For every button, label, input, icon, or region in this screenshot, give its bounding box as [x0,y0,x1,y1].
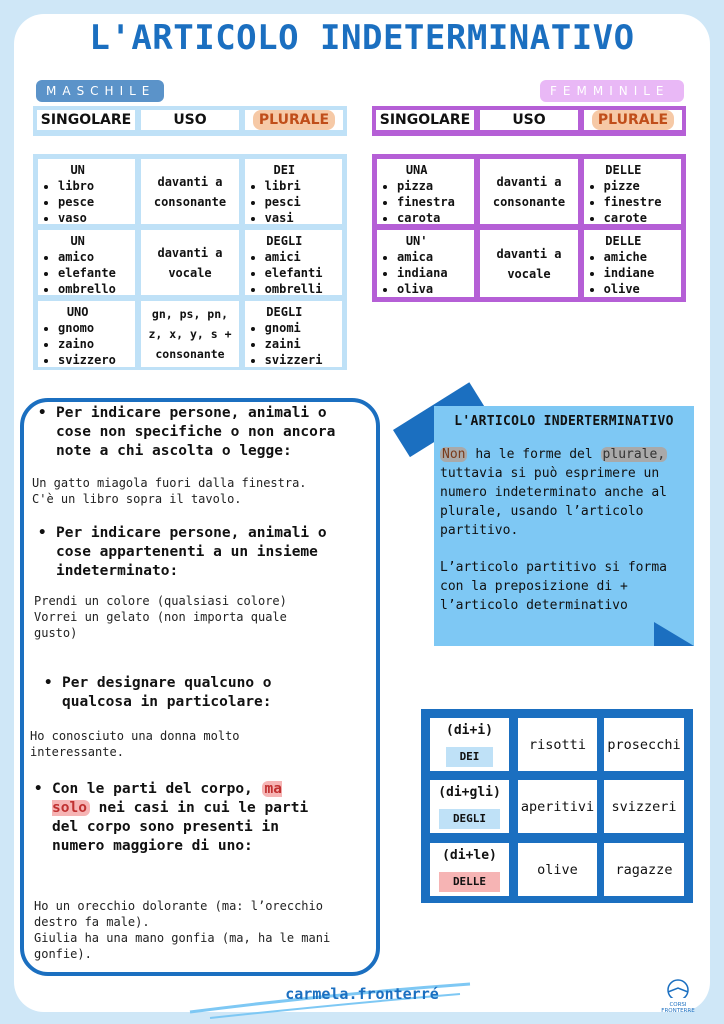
table-cell [584,159,681,224]
form-label: (di+le) [442,847,497,863]
article-label: DEGLI [266,234,303,248]
list-item: • libro [58,178,129,194]
maschile-tag: MASCHILE [36,80,164,102]
usage-bullet-3: • Per designare qualcuno o qualcosa in particolare: [44,674,304,712]
note-text: tuttavia si può esprimere un numero indeterminato anche al plurale, usando l’articolo partitivo. [440,466,667,538]
partitivo-cell [430,718,509,771]
list-item: • finestra [397,194,468,210]
table-cell [245,159,342,224]
list-item: • olive [604,281,675,297]
logo-text: CORSI FRONTERRE [661,1002,695,1014]
header-singolare: SINGOLARE [37,110,135,130]
example-line: Ho conosciuto una donna molto interessante. [30,729,240,759]
article-label: DELLE [439,872,500,892]
bullet-text: Con le parti del corpo, [52,781,253,797]
list-item: • svizzeri [265,352,336,368]
header-uso: USO [141,110,239,130]
partitivo-grid [421,709,693,903]
uso-cell: davanti a vocale [141,230,238,295]
partitivo-cell [430,843,509,896]
list-item: • amiche [604,249,675,265]
list-item: • pesci [265,194,336,210]
example-line: Giulia ha una mano gonfia (ma, ha le mani gonfie). [34,931,331,961]
note-title: L'ARTICOLO INDERTERMINATIVO [454,414,674,429]
article-label: UN [70,234,85,248]
partitivo-example: olive [518,843,597,896]
table-cell [584,230,681,297]
table-cell [38,301,135,367]
list-item: • pizza [397,178,468,194]
bullet-text: Per indicare persone, animali o cose appartenenti a un insieme indeterminato: [56,525,327,579]
list-item: • amici [265,249,336,265]
uso-cell: davanti a consonante [141,159,238,224]
usage-bullet-2: • Per indicare persone, animali o cose appartenenti a un insieme indeterminato: [38,524,348,581]
header-uso: USO [480,110,578,130]
example-line: Prendi un colore (qualsiasi colore) [34,594,287,608]
list-item: • indiane [604,265,675,281]
femminile-tag: FEMMINILE [540,80,684,102]
article-label: UN [70,163,85,177]
list-item: • elefante [58,265,129,281]
list-item: • vasi [265,210,336,226]
partitivo-cell [430,780,509,833]
list-item: • svizzero [58,352,129,368]
list-item: • elefanti [265,265,336,281]
article-label: UNO [66,305,89,319]
femminile-header [372,106,686,136]
highlight-text: Non [442,447,466,462]
article-label: UN' [405,234,428,248]
usage-box [20,398,380,976]
usage-example-3 [30,728,290,760]
article-label: DEI [446,747,494,767]
partitivo-example: ragazze [604,843,684,896]
uso-cell: davanti a consonante [480,159,577,224]
table-cell [377,159,474,224]
usage-example-2 [34,593,334,641]
partitivo-example: svizzeri [604,780,684,833]
header-singolare: SINGOLARE [376,110,474,130]
header-plurale: PLURALE [592,110,674,130]
page-title: L'ARTICOLO INDETERMINATIVO [89,18,635,58]
list-item: • zaini [265,336,336,352]
form-label: (di+gli) [438,784,501,800]
example-line: Ho un orecchio dolorante (ma: l’orecchio destro fa male). [34,899,323,929]
article-label: DEI [273,163,296,177]
note-paragraph [434,445,694,540]
table-cell [245,301,342,367]
bullet-text: Per designare qualcuno o qualcosa in particolare: [62,675,272,710]
example-line: C'è un libro sopra il tavolo. [32,492,242,506]
article-label: DELLE [605,234,642,248]
maschile-header [33,106,347,136]
maschile-table [33,154,347,370]
footer-handle[interactable]: carmela.fronterré [285,985,439,1003]
article-label: DEGLI [266,305,303,319]
list-item: • finestre [604,194,675,210]
article-label: UNA [405,163,428,177]
header-plurale: PLURALE [253,110,335,130]
partitivo-example: aperitivi [518,780,597,833]
highlight-text: ma solo [52,781,282,816]
femminile-table [372,154,686,302]
list-item: • pizze [604,178,675,194]
partitivo-example: prosecchi [604,718,684,771]
list-item: • zaino [58,336,129,352]
table-cell [377,230,474,297]
bullet-text: Per indicare persone, animali o cose non specifiche o non ancora note a chi ascolta o legge: [56,405,336,459]
usage-example-1 [32,475,352,507]
usage-bullet-1: • Per indicare persone, animali o cose non specifiche o non ancora note a chi ascolta o legge: [38,404,338,461]
page-curl-icon [654,622,694,646]
note-paragraph: L’articolo partitivo si forma con la preposizione di + l’articolo determinativo [440,560,667,613]
uso-cell: gn, ps, pn, z, x, y, s + consonante [141,301,238,367]
list-item: • indiana [397,265,468,281]
list-item: • carota [397,210,468,226]
article-label: DELLE [605,163,642,177]
usage-example-4 [34,898,344,962]
note-card [434,406,694,646]
list-item: • oliva [397,281,468,297]
example-line: Vorrei un gelato (non importa quale gusto) [34,610,287,640]
table-cell [38,159,135,224]
list-item: • amico [58,249,129,265]
highlight-text: plurale, [602,447,666,462]
uso-cell: davanti a vocale [480,230,577,297]
book-icon [663,978,693,998]
usage-bullet-4: • Con le parti del corpo, ma solo nei casi in cui le parti del corpo sono presenti in numero maggiore di uno: [34,781,309,854]
list-item: • gnomo [58,320,129,336]
note-text: ha le forme del [475,447,593,462]
list-item: • libri [265,178,336,194]
logo [656,978,700,1014]
list-item: • gnomi [265,320,336,336]
list-item: • vaso [58,210,129,226]
list-item: • ombrello [58,281,129,297]
list-item: • carote [604,210,675,226]
list-item: • amica [397,249,468,265]
table-cell [245,230,342,295]
form-label: (di+i) [446,722,493,738]
list-item: • ombrelli [265,281,336,297]
partitivo-example: risotti [518,718,597,771]
table-cell [38,230,135,295]
list-item: • pesce [58,194,129,210]
example-line: Un gatto miagola fuori dalla finestra. [32,476,307,490]
article-label: DEGLI [439,809,500,829]
bullet-text: nei casi in cui le parti del corpo sono presenti in numero maggiore di uno: [52,800,309,854]
